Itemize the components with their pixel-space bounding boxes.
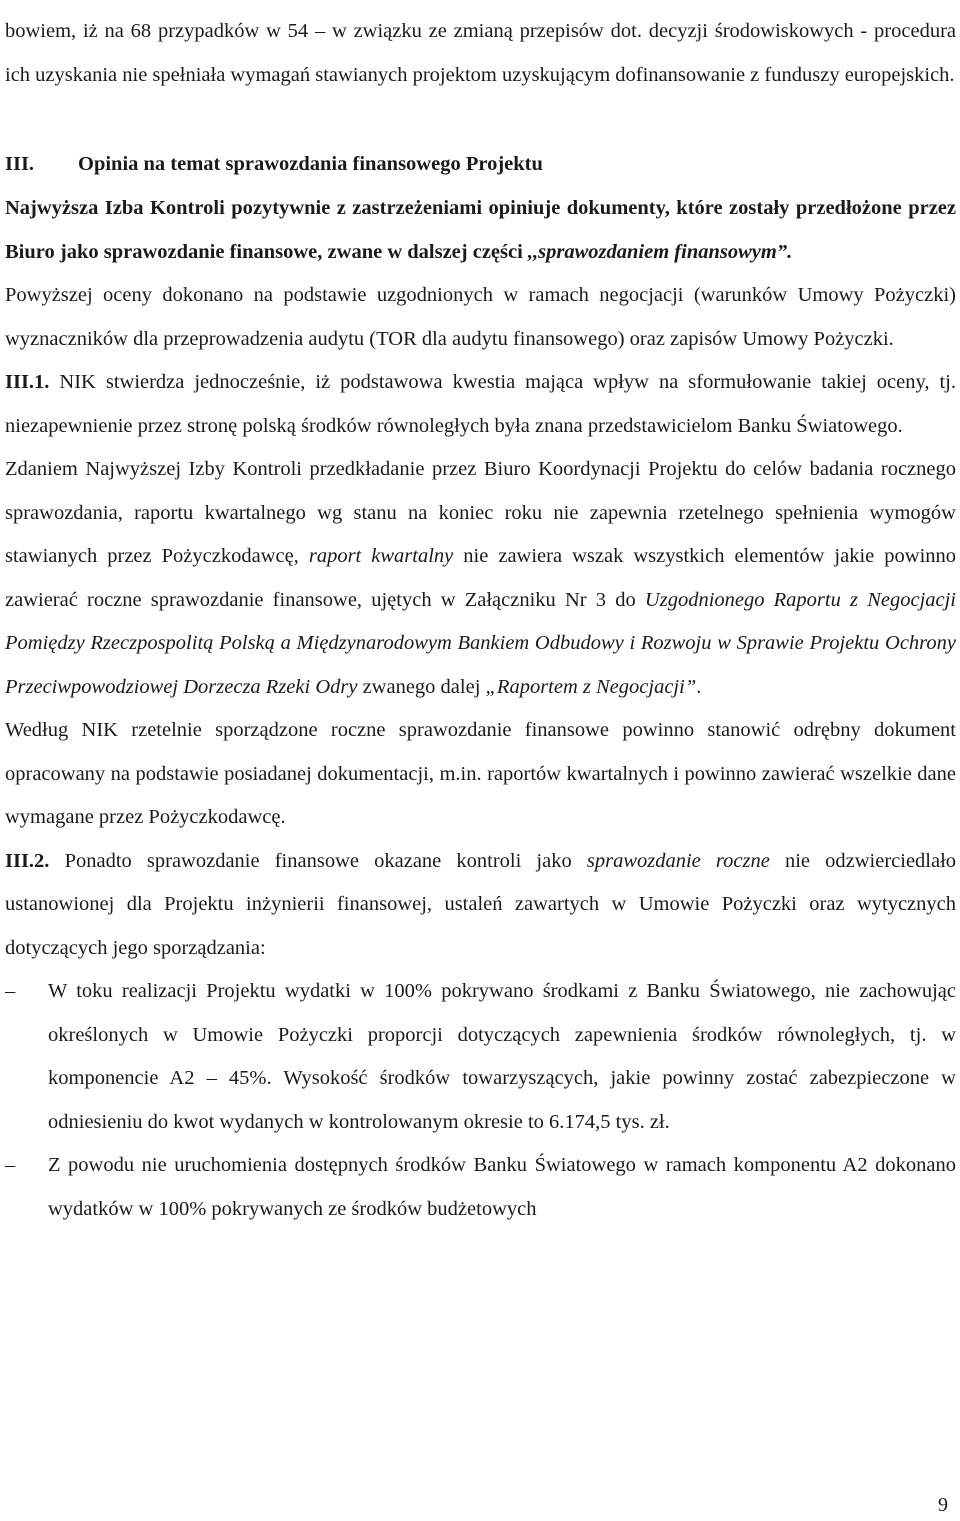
subsection-3-1 bbox=[5, 361, 956, 448]
subsection-3-2-italic1: sprawozdanie roczne bbox=[586, 849, 770, 872]
main-content bbox=[5, 187, 956, 1231]
opinion-italic2: Uzgodnionego Raportu z Negocjacji Pomiędzy Rzeczpospolitą Polską a Międzynarodowym Bankiem Odbudowy i Rozwoju w Sprawie Projektu Ochrony Przeciwpowodziowej Dorzecza Rzeki Odry bbox=[5, 588, 957, 698]
opinion-part1: Zdaniem Najwyższej Izby Kontroli przedkładanie przez Biuro Koordynacji Projektu do celów badania rocznego sprawozdania, raportu kwartalnego wg stanu na koniec roku nie zapewnia rzetelnego spełnienia wymogów stawianych przez Pożyczkodawcę, bbox=[5, 458, 956, 567]
basis-text: Powyższej oceny dokonano na podstawie uzgodnionych w ramach negocjacji (warunków Umowy Pożyczki) wyznaczników dla przeprowadzenia audytu (TOR dla audytu finansowego) oraz zapisów Umowy Pożyczki. bbox=[5, 284, 956, 350]
section-number: III. bbox=[5, 153, 35, 175]
opinion-statement bbox=[5, 187, 956, 274]
subsection-3-2-number: III.2. bbox=[5, 849, 50, 872]
intro-paragraph bbox=[5, 10, 956, 97]
intro-text: bowiem, iż na 68 przypadków w 54 – w związku ze zmianą przepisów dot. decyzji środowiskowych - procedura ich uzyskania nie spełniała wymagań stawianych projektom uzyskującym dofinansowanie z funduszy europejskich. bbox=[5, 20, 956, 86]
nik-text: Według NIK rzetelnie sporządzone roczne sprawozdanie finansowe powinno stanowić odrębny dokument opracowany na podstawie posiadanej dokumentacji, m.in. raportów kwartalnych i powinno zawierać wszelkie dane wymagane przez Pożyczkodawcę. bbox=[5, 719, 956, 828]
section-title: Opinia na temat sprawozdania finansowego Projektu bbox=[78, 153, 543, 175]
subsection-3-2-part1: Ponadto sprawozdanie finansowe okazane kontroli jako bbox=[64, 849, 572, 872]
opinion-part2: nie zawiera wszak wszystkich elementów jakie powinno zawierać roczne sprawozdanie finansowe, ujętych w Załączniku Nr 3 do bbox=[5, 545, 957, 611]
section-heading bbox=[5, 143, 956, 187]
opinion-part3: zwanego dalej bbox=[362, 675, 481, 698]
dash-bullet-icon: – bbox=[5, 1154, 16, 1176]
opinion-italic1: raport kwartalny bbox=[308, 545, 454, 567]
subsection-3-2 bbox=[5, 840, 956, 971]
opinion-main-text: Najwyższa Izba Kontroli pozytywnie z zastrzeżeniami opiniuje dokumenty, które zostały przedłożone przez Biuro jako sprawozdanie finansowe, zwane w dalszej części bbox=[5, 197, 956, 263]
bullet-item bbox=[5, 970, 956, 1144]
bullet-text: Z powodu nie uruchomienia dostępnych środków Banku Światowego w ramach komponentu A2 dokonano wydatków w 100% pokrywanych ze środków budżetowych bbox=[48, 1154, 956, 1220]
subsection-3-2-part2: nie odzwierciedlało ustanowionej dla Projektu inżynierii finansowej, ustaleń zawartych w Umowie Pożyczki oraz wytycznych dotyczących jego sporządzania: bbox=[5, 849, 957, 959]
opinion-part4: . bbox=[696, 675, 702, 698]
opinion-paragraph bbox=[5, 448, 956, 709]
subsection-3-1-number: III.1. bbox=[5, 371, 50, 393]
bullet-item bbox=[5, 1144, 956, 1231]
subsection-3-1-text: NIK stwierdza jednocześnie, iż podstawowa kwestia mająca wpływ na sformułowanie takiej oceny, tj. niezapewnienie przez stronę polską środków równoległych była znana przedstawicielom Banku Światowego. bbox=[5, 371, 956, 437]
page-number: 9 bbox=[938, 1494, 948, 1516]
nik-paragraph bbox=[5, 709, 956, 840]
opinion-italic3: „Raportem z Negocjacji” bbox=[485, 675, 697, 698]
dash-bullet-icon: – bbox=[5, 980, 16, 1002]
basis-paragraph bbox=[5, 274, 956, 361]
opinion-term: ,,sprawozdaniem finansowym”. bbox=[527, 240, 793, 263]
bullet-text: W toku realizacji Projektu wydatki w 100% pokrywano środkami z Banku Światowego, nie zachowując określonych w Umowie Pożyczki proporcji dotyczących zapewnienia środków równoległych, tj. w komponencie A2 – 45%. Wysokość środków towarzyszących, jakie powinny zostać zabezpieczone w odniesieniu do kwot wydanych w kontrolowanym okresie to 6.174,5 tys. zł. bbox=[48, 980, 956, 1133]
